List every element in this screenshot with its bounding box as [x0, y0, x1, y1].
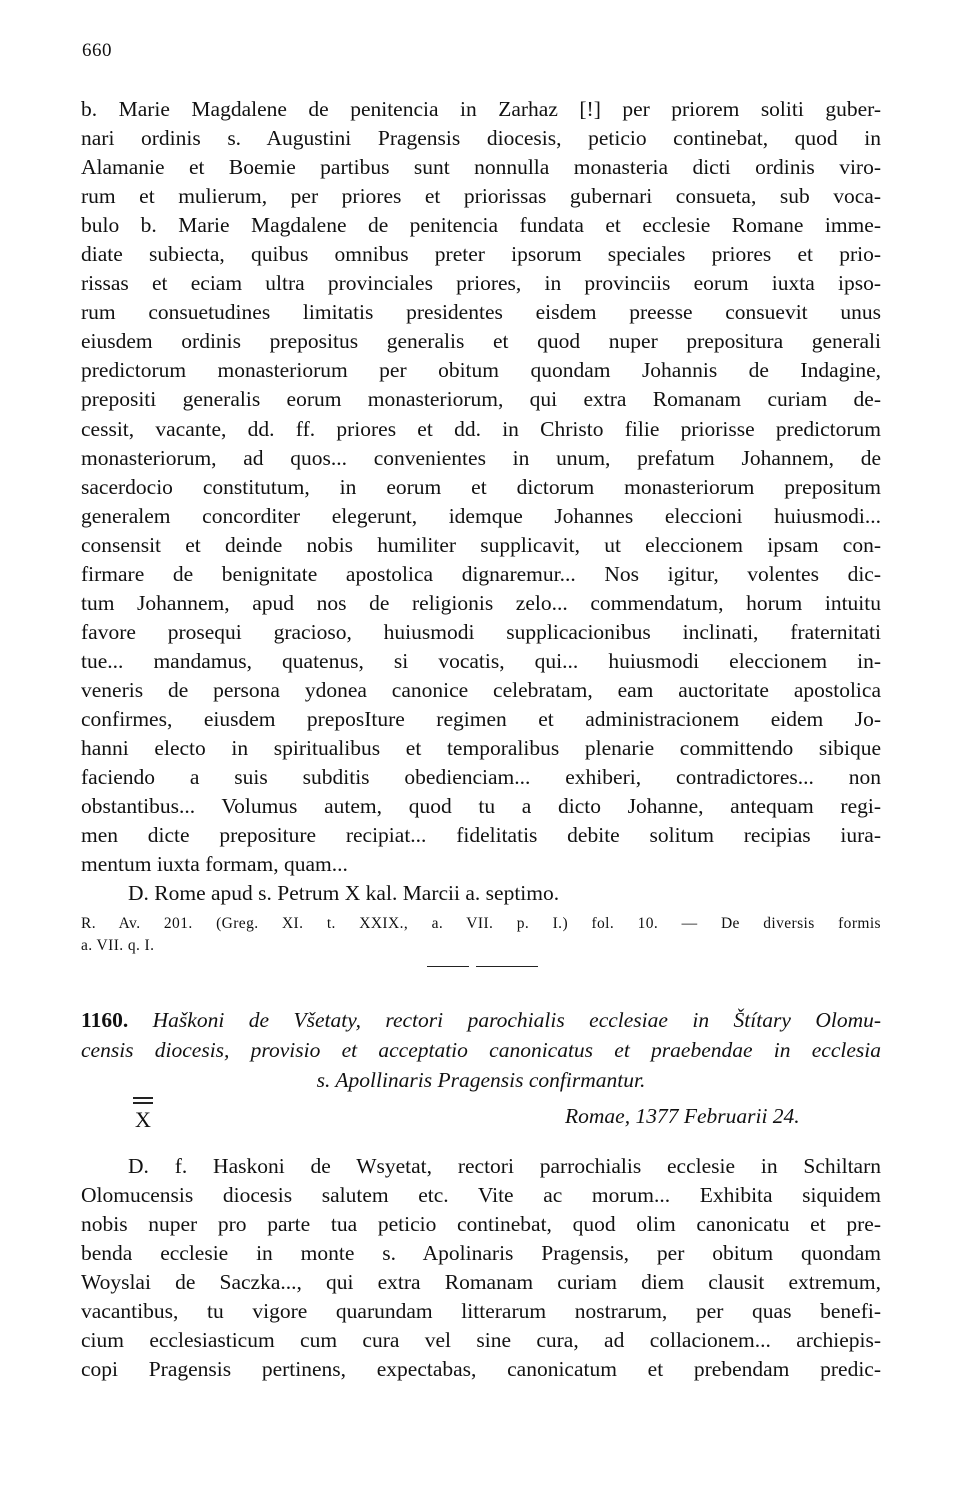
- entry-heading: [81, 1005, 881, 1095]
- text-line: Olomucensis diocesis salutem etc. Vite ac morum... Exhibita siquidem: [81, 1183, 881, 1208]
- text-line: rissas et eciam ultra provinciales priores, in provinciis eorum iuxta ipso-: [81, 271, 881, 296]
- text-line: benda ecclesie in monte s. Apolinaris Pragensis, per obitum quondam: [81, 1241, 881, 1266]
- text-line: mentum iuxta formam, quam...: [81, 852, 348, 877]
- separator-rule: [427, 966, 469, 967]
- entry-title-line: censis diocesis, provisio et acceptatio canonicatus et praebendae in ecclesia: [81, 1038, 881, 1062]
- document-paragraph: [81, 1152, 881, 1384]
- text-line: rum et mulierum, per priores et priorissas gubernari consueta, sub voca-: [81, 184, 881, 209]
- register-sign-letter: X: [135, 1107, 151, 1132]
- text-line: predictorum monasteriorum per obitum quondam Johannis de Indagine,: [81, 358, 881, 383]
- text-line: D. f. Haskoni de Wsyetat, rectori parrochialis ecclesie in Schiltarn: [128, 1154, 881, 1178]
- entry-title-line: [81, 1005, 881, 1035]
- text-line: prepositi generalis eorum monasteriorum, qui extra Romanam curiam de-: [81, 387, 881, 412]
- text-line: copi Pragensis pertinens, expectabas, canonicatum et prebendam predic-: [81, 1357, 881, 1382]
- source-line: a. VII. q. I.: [81, 937, 155, 954]
- text-line: b. Marie Magdalene de penitencia in Zarhaz [!] per priorem soliti guber-: [81, 97, 881, 121]
- text-line: bulo b. Marie Magdalene de penitencia fundata et ecclesie Romane imme-: [81, 213, 881, 238]
- text-line: tue... mandamus, quatenus, si vocatis, qui... huiusmodi eleccionem in-: [81, 648, 881, 673]
- text-line: cessit, vacante, dd. ff. priores et dd. in Christo filie priorisse predictorum: [81, 416, 881, 441]
- text-line: monasteriorum, ad quos... convenientes in unum, prefatum Johannem, de: [81, 445, 881, 470]
- dateline: Romae, 1377 Februarii 24.: [565, 1104, 800, 1128]
- text-line: nari ordinis s. Augustini Pragensis diocesis, peticio continebat, quod in: [81, 126, 881, 151]
- text-line: Alamanie et Boemie partibus sunt nonnulla monasteria dicti ordinis viro-: [81, 155, 881, 180]
- separator-rule: [476, 966, 538, 967]
- text-line: vacantibus, tu vigore quarundam litterarum nostrarum, per quas benefi-: [81, 1299, 881, 1324]
- text-line: firmare de benignitate apostolica dignaremur... Nos igitur, volentes dic-: [81, 561, 881, 586]
- text-line: generalem concorditer elegerunt, idemque Johannes eleccioni huiusmodi...: [81, 503, 881, 528]
- text-line: eiusdem ordinis prepositus generalis et quod nuper prepositura generali: [81, 329, 881, 354]
- text-line: hanni electo in spiritualibus et temporalibus plenarie committendo sibique: [81, 736, 881, 761]
- entry-number: 1160.: [81, 1008, 129, 1032]
- text-line: rum consuetudines limitatis presidentes eisdem preesse consuevit unus: [81, 300, 881, 325]
- register-sign: [130, 1093, 156, 1133]
- text-line: cium ecclesiasticum cum cura vel sine cura, ad collacionem... archiepis-: [81, 1328, 881, 1353]
- text-line: obstantibus... Volumus autem, quod tu a dicto Johanne, antequam regi-: [81, 794, 881, 819]
- text-line: sacerdocio constitutum, in eorum et dictorum monasteriorum prepositum: [81, 474, 881, 499]
- text-line: nobis nuper pro parte tua peticio continebat, quod olim canonicatu et pre-: [81, 1212, 881, 1237]
- document-paragraph: [81, 95, 881, 908]
- source-reference: [81, 913, 881, 957]
- source-line: R. Av. 201. (Greg. XI. t. XXIX., a. VII. p. I.) fol. 10. — De diversis formis: [81, 915, 881, 932]
- text-line: consensit et deinde nobis humiliter supplicavit, ut eleccionem ipsam con-: [81, 532, 881, 557]
- text-line: men dicte prepositure recipiat... fidelitatis debite solitum recipias iura-: [81, 823, 881, 848]
- entry-title-line: s. Apollinaris Pragensis confirmantur.: [316, 1068, 646, 1092]
- text-line: confirmes, eiusdem preposIture regimen et administracionem eidem Jo-: [81, 706, 881, 731]
- entry-title-text: Haškoni de Všetaty, rectori parochialis ecclesiae in Štítary Olomu-: [152, 1008, 882, 1032]
- page-number: 660: [82, 40, 112, 61]
- text-line: faciendo a suis subditis obedienciam... exhiberi, contradictores... non: [81, 765, 881, 790]
- dating-clause: D. Rome apud s. Petrum X kal. Marcii a. septimo.: [128, 881, 560, 906]
- text-line: tum Johannem, apud nos de religionis zelo... commendatum, horum intuitu: [81, 590, 881, 615]
- text-line: diate subiecta, quibus omnibus preter ipsorum speciales priores et prio-: [81, 242, 881, 267]
- text-line: Woyslai de Saczka..., qui extra Romanam curiam diem clausit extremum,: [81, 1270, 881, 1295]
- text-line: veneris de persona ydonea canonice celebratam, eam auctoritate apostolica: [81, 677, 881, 702]
- text-line: favore prosequi gracioso, huiusmodi supplicacionibus inclinati, fraternitati: [81, 619, 881, 644]
